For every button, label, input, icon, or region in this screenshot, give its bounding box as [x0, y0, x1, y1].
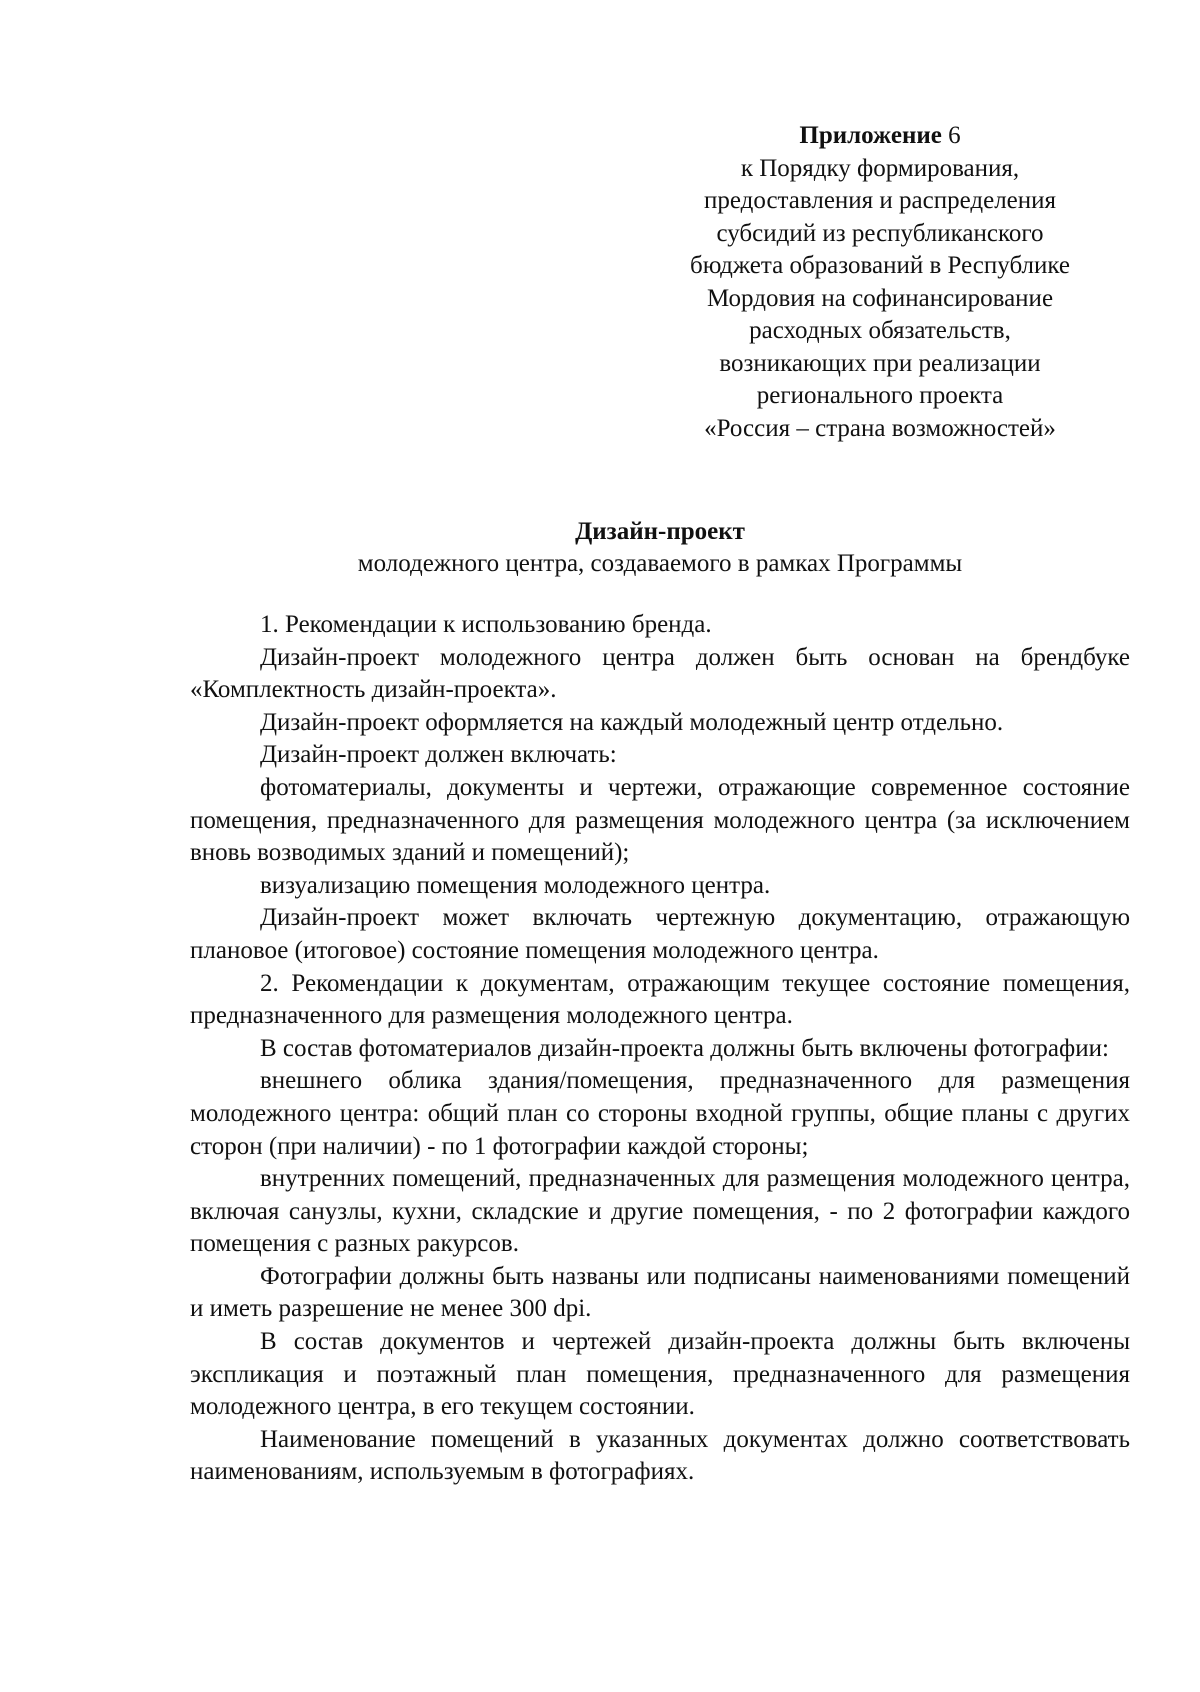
body-paragraph: В состав фотоматериалов дизайн-проекта должны быть включены фотографии:	[260, 1034, 1109, 1062]
appendix-line: регионального проекта	[756, 382, 1004, 409]
appendix-block	[640, 120, 1120, 445]
body-paragraph: В состав документов и чертежей дизайн-проекта должны быть включены экспликация и поэтажный план помещения, предназначенного для размещения молодежного центра, в его текущем состоянии.	[190, 1328, 1130, 1421]
document-heading	[190, 516, 1130, 580]
document-body	[190, 609, 1130, 1489]
appendix-line: расходных обязательств,	[749, 317, 1011, 344]
appendix-number: 6	[941, 122, 961, 149]
body-paragraph: Дизайн-проект может включать чертежную документацию, отражающую плановое (итоговое) состояние помещения молодежного центра.	[190, 904, 1130, 964]
appendix-line: возникающих при реализации	[719, 349, 1041, 377]
appendix-line: бюджета образований в Республике	[689, 252, 1071, 279]
body-paragraph: Наименование помещений в указанных документах должно соответствовать наименованиям, используемым в фотографиях.	[190, 1425, 1130, 1486]
body-paragraph: визуализацию помещения молодежного центра.	[260, 871, 771, 899]
document-title: Дизайн-проект	[575, 518, 745, 545]
body-paragraph: Дизайн-проект оформляется на каждый молодежный центр отдельно.	[260, 708, 1004, 736]
body-paragraph: Фотографии должны быть названы или подписаны наименованиями помещений и иметь разрешение не менее 300 dpi.	[190, 1262, 1130, 1323]
section-heading-brand: 1. Рекомендации к использованию бренда.	[260, 611, 712, 638]
appendix-title-word: Приложение	[799, 122, 942, 149]
appendix-line: субсидий из республиканского	[716, 219, 1044, 247]
body-paragraph: фотоматериалы, документы и чертежи, отражающие современное состояние помещения, предназначенного для размещения молодежного центра (за исключением вновь возводимых зданий и помещений);	[190, 773, 1130, 867]
appendix-title	[640, 120, 1120, 153]
body-paragraph: Дизайн-проект должен включать:	[260, 741, 617, 769]
body-paragraph: внешнего облика здания/помещения, предназначенного для размещения молодежного центра: общий план со стороны входной группы, общие планы с других сторон (при наличии) - по 1 фотографии каждой стороны;	[190, 1067, 1130, 1160]
appendix-line: к Порядку формирования,	[740, 154, 1020, 182]
body-paragraph: Дизайн-проект молодежного центра должен быть основан на брендбуке «Комплектность дизайн-проекта».	[190, 643, 1130, 704]
appendix-line: предоставления и распределения	[703, 187, 1057, 214]
document-subtitle: молодежного центра, создаваемого в рамках Программы	[357, 550, 963, 577]
appendix-line: «Россия – страна возможностей»	[704, 414, 1056, 442]
body-paragraph: внутренних помещений, предназначенных для размещения молодежного центра, включая санузлы, кухни, складские и другие помещения, - по 2 фотографии каждого помещения с разных ракурсов.	[190, 1165, 1130, 1258]
appendix-line: Мордовия на софинансирование	[706, 284, 1054, 312]
section-heading-documents: 2. Рекомендации к документам, отражающим текущее состояние помещения, предназначенного для размещения молодежного центра.	[190, 969, 1130, 1030]
